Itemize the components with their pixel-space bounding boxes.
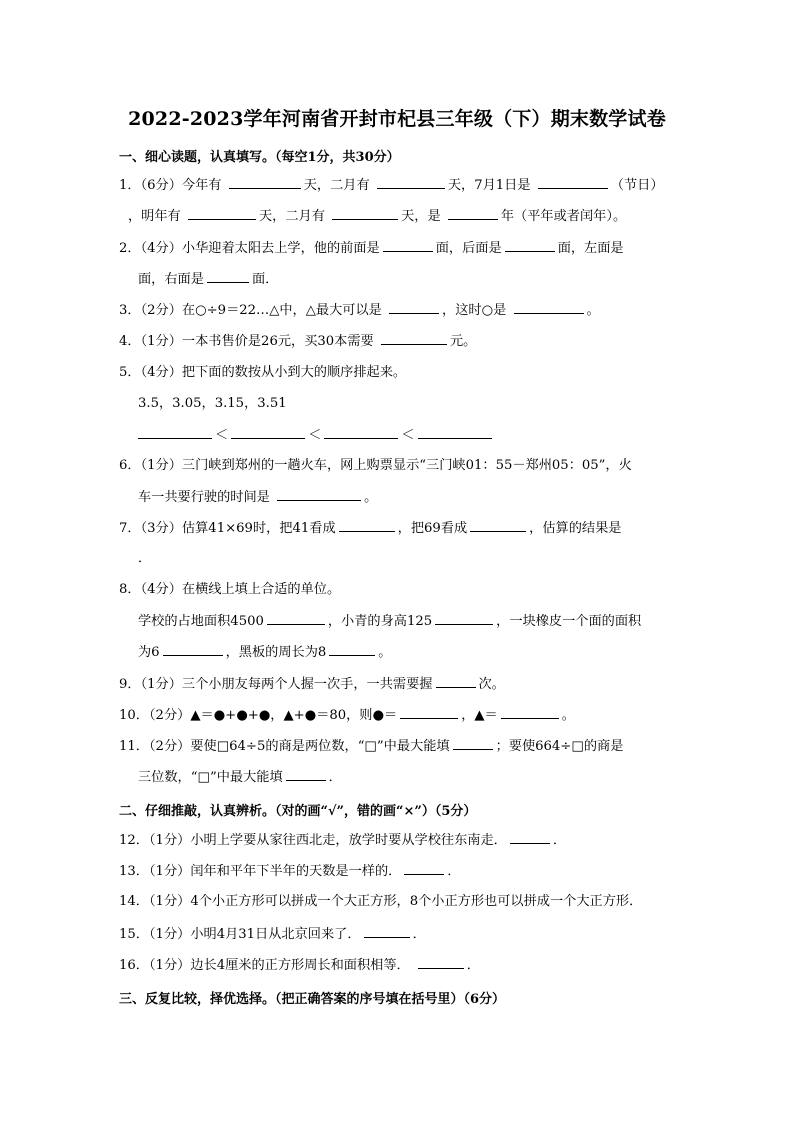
q15-text: 15．（1分）小明4月31日从北京回来了． [119,927,361,942]
q1-text: 天，二月有 [258,209,325,224]
q5-order-blanks [138,426,495,445]
answer-blank[interactable] [505,239,555,252]
answer-blank[interactable] [188,207,256,220]
q2-text: 2．（4分）小华迎着太阳去上学，他的前面是 [119,241,380,256]
answer-blank[interactable] [448,207,498,220]
q9-text: 9．（1分）三个小朋友每两个人握一次手，一共需要握 [119,677,433,692]
section-3-heading: 三、反复比较，择优选择。（把正确答案的序号填在括号里）（6分） [119,992,506,1007]
answer-blank[interactable] [207,270,249,283]
question-14 [119,893,642,911]
q8-text: ，黑板的周长为8 [225,645,327,660]
q5-text: 5．（4分）把下面的数按从小到大的顺序排起来。 [119,365,407,380]
page-title: 2022-2023学年河南省开封市杞县三年级（下）期末数学试卷 [128,108,666,130]
q15-text: ． [412,927,426,942]
answer-blank[interactable] [514,301,584,314]
answer-blank[interactable] [435,612,493,625]
answer-blank[interactable] [389,301,439,314]
answer-blank[interactable] [538,176,608,189]
q6-text: 车一共要行驶的时间是 [138,490,270,505]
answer-blank[interactable] [324,426,398,439]
q3-text: 3．（2分）在○÷9＝22…△中，△最大可以是 [119,303,382,318]
question-9 [119,675,505,694]
answer-blank[interactable] [231,426,305,439]
q7-text: 7．（3分）估算41×69时，把41看成 [119,521,336,536]
q1-text: 天，是 [401,209,441,224]
section-1-heading: 一、细心读题，认真填写。（每空1分，共30分） [119,150,400,165]
q4-text: 4．（1分）一本书售价是26元，买30本需要 [119,334,374,349]
answer-blank[interactable] [163,643,223,656]
question-7 [119,519,621,538]
q11-text: 三位数，“□”中最大能填 [138,770,283,785]
q8-text: 。 [378,645,392,660]
q12-text: 12．（1分）小明上学要从家往西北走，放学时要从学校往东南走． [119,833,507,848]
answer-blank[interactable] [329,643,375,656]
question-15 [119,925,426,944]
answer-blank[interactable] [453,737,493,750]
answer-blank[interactable] [277,488,361,501]
answer-blank[interactable] [501,706,559,719]
answer-blank[interactable] [364,925,410,938]
q2-text: 面，后面是 [435,241,502,256]
question-8-cont2 [138,643,391,662]
answer-blank[interactable] [267,612,325,625]
question-11 [119,737,623,756]
q4-text: 元。 [449,334,477,349]
q1-text: （节日） [610,178,664,193]
q7-text: ，估算的结果是 [529,521,622,536]
less-than-sign: ＜ [401,428,415,443]
q11-text: 11．（2分）要使□64÷5的商是两位数，“□”中最大能填 [119,739,450,754]
q3-text: 。 [586,303,600,318]
question-1 [119,176,664,195]
question-7-cont: ． [138,551,152,566]
q13-text: 13．（1分）闰年和平年下半年的天数是一样的． [119,864,402,879]
question-2 [119,239,624,258]
q14-text: 14．（1分）4个小正方形可以拼成一个大正方形，8个小正方形也可以拼成一个大正方形． [119,894,643,909]
q10-text: ，▲＝ [461,708,498,723]
q8-text: 为6 [138,645,160,660]
q13-text: ． [447,864,461,879]
q16-text: ． [466,958,480,973]
q10-text: 。 [561,708,575,723]
answer-blank[interactable] [510,831,550,844]
q8-text: ，一块橡皮一个面的面积 [496,614,642,629]
q6-text: 6．（1分）三门峡到郑州的一趟火车，网上购票显示“三门峡01：55－郑州05：05”，火 [119,458,632,473]
answer-blank[interactable] [404,862,444,875]
answer-blank[interactable] [418,956,464,969]
section-2-heading: 二、仔细推敲，认真辨析。（对的画“√”，错的画“×”）（5分） [119,804,477,819]
q10-text: 10．（2分）▲＝●+●+●，▲+●＝80，则●＝ [119,708,398,723]
q2-text: 面． [251,272,279,287]
question-13 [119,862,461,881]
question-5 [119,364,406,382]
answer-blank[interactable] [377,176,445,189]
question-6 [119,457,632,475]
q8-text: ，小青的身高125 [327,614,433,629]
question-11-cont [138,768,342,787]
question-8 [119,581,340,599]
answer-blank[interactable] [381,332,447,345]
question-2-cont [138,270,278,289]
answer-blank[interactable] [332,207,398,220]
question-12 [119,831,566,850]
q7-text: ，把69看成 [397,521,468,536]
answer-blank[interactable] [339,519,395,532]
q1-text: ，明年有 [128,209,181,224]
answer-blank[interactable] [138,426,212,439]
q1-text: 1．（6分）今年有 [119,178,222,193]
q1-text: 天，二月有 [303,178,370,193]
question-3 [119,301,600,320]
q5-numbers: 3.5，3.05，3.15，3.51 [138,396,287,411]
q16-text: 16．（1分）边长4厘米的正方形周长和面积相等． [119,958,410,973]
answer-blank[interactable] [383,239,433,252]
q12-text: ． [552,833,567,848]
q11-text: ． [328,770,342,785]
question-6-cont [138,488,377,507]
answer-blank[interactable] [470,519,526,532]
q8-text: 学校的占地面积4500 [138,614,264,629]
q2-text: 面，右面是 [138,272,204,287]
answer-blank[interactable] [229,176,301,189]
less-than-sign: ＜ [308,428,322,443]
q9-text: 次。 [478,677,505,692]
question-16 [119,956,480,975]
question-8-cont [138,612,641,631]
answer-blank[interactable] [436,675,476,688]
q1-text: 年（平年或者闰年）。 [500,209,627,224]
q8-text: 8．（4分）在横线上填上合适的单位。 [119,582,341,597]
question-10 [119,706,575,725]
answer-blank[interactable] [418,426,492,439]
question-4 [119,332,476,351]
q2-text: 面，左面是 [557,241,624,256]
q1-text: 天，7月1日是 [447,178,531,193]
question-1-cont [128,207,626,226]
answer-blank[interactable] [400,706,458,719]
q11-text: ；要使664÷□的商是 [495,739,624,754]
less-than-sign: ＜ [215,428,229,443]
answer-blank[interactable] [286,768,326,781]
q3-text: ，这时○是 [442,303,507,318]
q6-text: 。 [364,490,378,505]
